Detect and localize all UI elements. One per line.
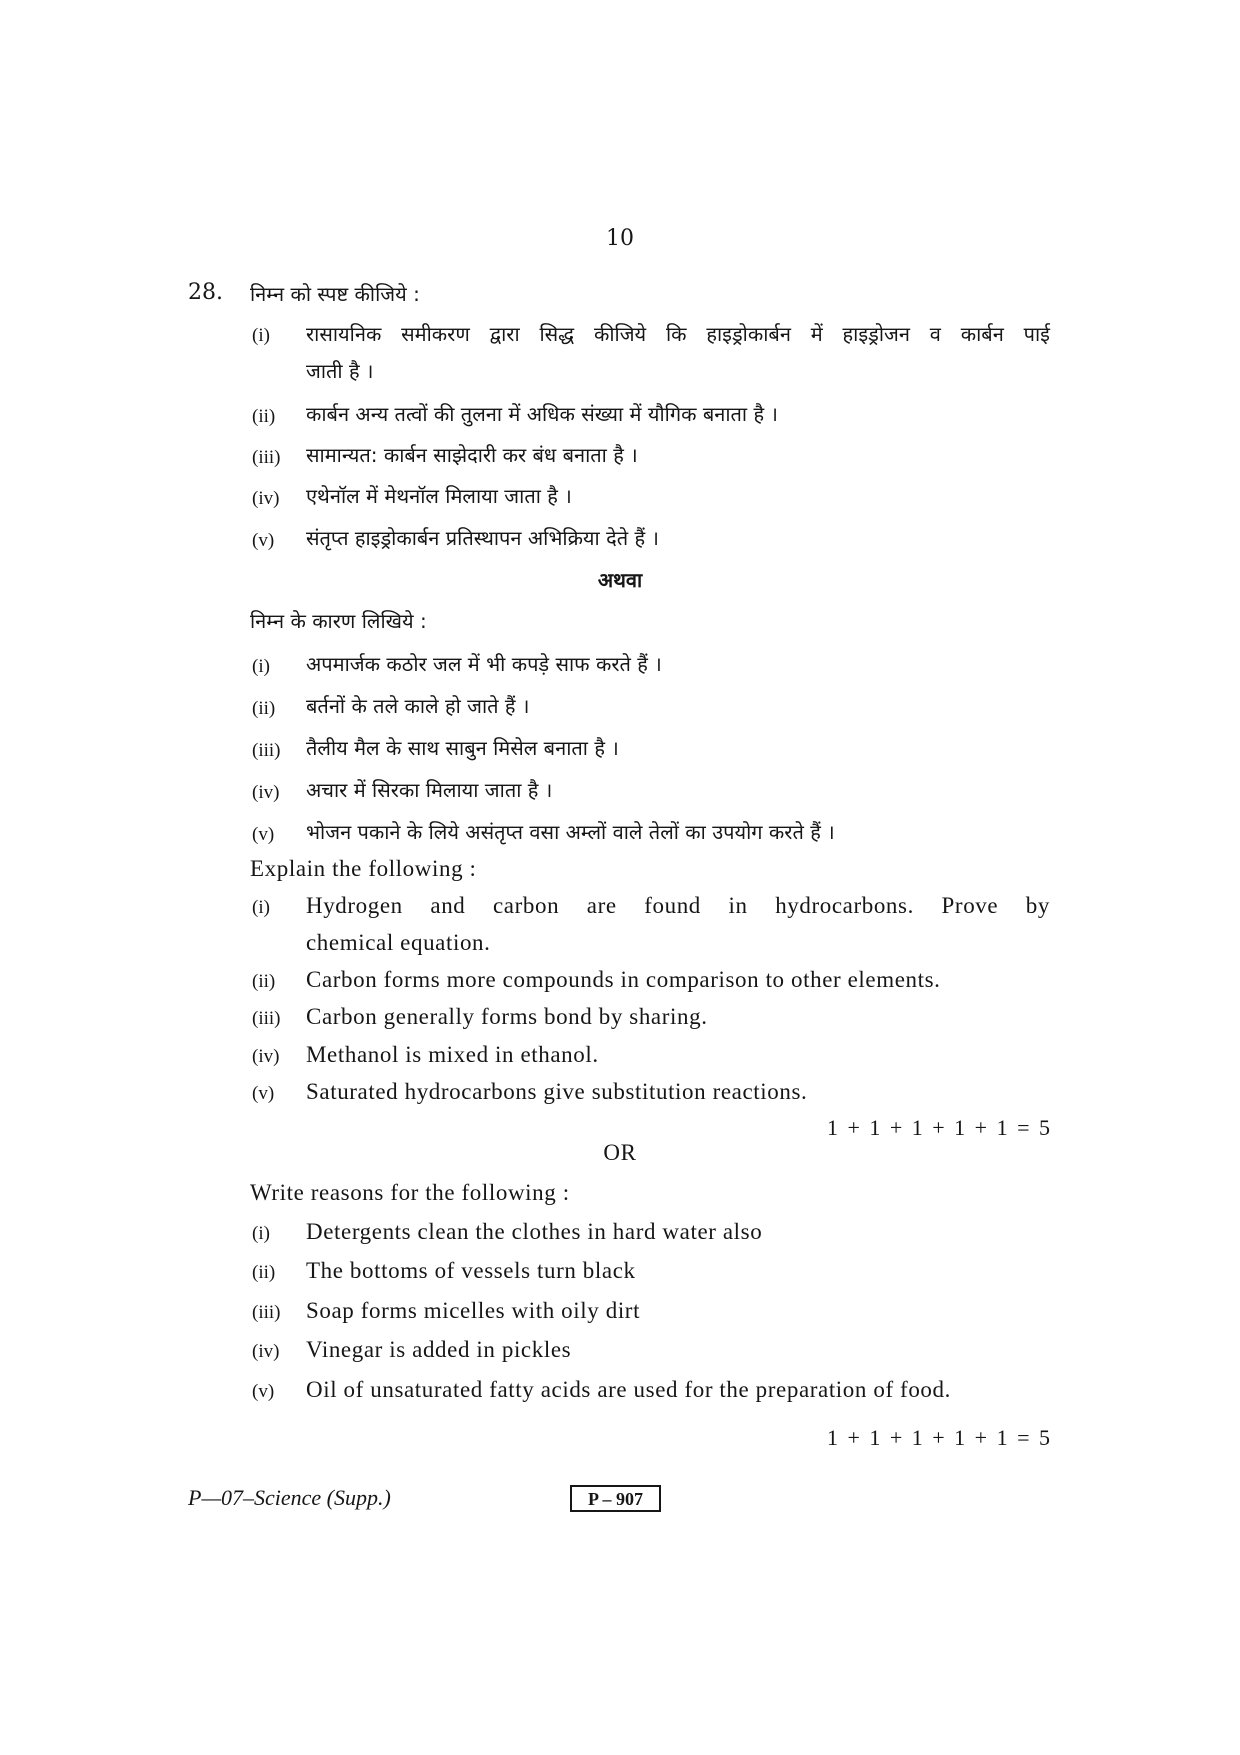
english-explain-item-1-line2: chemical equation. [306, 930, 491, 955]
english-reasons-roman-5: (v) [252, 1381, 275, 1402]
english-explain-roman-1: (i) [252, 897, 270, 918]
hindi-reasons-item-5: भोजन पकाने के लिये असंतृप्त वसा अम्लों वाले तेलों का उपयोग करते हैं । [306, 820, 835, 844]
english-explain-marks: 1 + 1 + 1 + 1 + 1 = 5 [826, 1115, 1052, 1140]
hindi-explain-item-2: कार्बन अन्य तत्वों की तुलना में अधिक संख्या में यौगिक बनाता है । [306, 402, 779, 426]
hindi-explain-roman-1: (i) [252, 325, 270, 346]
hindi-reasons-item-2: बर्तनों के तले काले हो जाते हैं । [306, 694, 530, 718]
hindi-explain-roman-5: (v) [252, 530, 275, 551]
english-reasons-item-5: Oil of unsaturated fatty acids are used for the preparation of food. [306, 1377, 951, 1402]
hindi-explain-heading: निम्न को स्पष्ट कीजिये : [250, 282, 420, 306]
english-explain-item-1-line1: Hydrogen and carbon are found in hydrocarbons. Prove by [306, 893, 1050, 918]
hindi-reasons-roman-2: (ii) [252, 698, 276, 719]
hindi-explain-roman-4: (iv) [252, 488, 280, 509]
page-number: 10 [606, 226, 634, 251]
hindi-reasons-roman-3: (iii) [252, 740, 281, 761]
hindi-explain-roman-2: (ii) [252, 406, 276, 427]
hindi-explain-item-3: सामान्यत: कार्बन साझेदारी कर बंध बनाता है । [306, 443, 638, 467]
english-reasons-item-2: The bottoms of vessels turn black [306, 1258, 636, 1283]
hindi-explain-roman-3: (iii) [252, 447, 281, 468]
hindi-explain-item-4: एथेनॉल में मेथनॉल मिलाया जाता है । [306, 484, 572, 508]
english-explain-heading: Explain the following : [250, 856, 477, 881]
english-or-label: OR [603, 1140, 637, 1165]
english-reasons-roman-3: (iii) [252, 1302, 281, 1323]
paper-code: P—07–Science (Supp.) [188, 1485, 391, 1510]
hindi-reasons-item-1: अपमार्जक कठोर जल में भी कपड़े साफ करते हैं । [306, 652, 662, 676]
english-reasons-roman-2: (ii) [252, 1262, 276, 1283]
page-code-box: P – 907 [570, 1485, 661, 1512]
english-reasons-roman-4: (iv) [252, 1341, 280, 1362]
question-number: 28. [188, 280, 223, 305]
english-explain-roman-5: (v) [252, 1083, 275, 1104]
hindi-explain-item-1-line1: रासायनिक समीकरण द्वारा सिद्ध कीजिये कि हाइड्रोकार्बन में हाइड्रोजन व कार्बन पाई [306, 322, 1050, 346]
hindi-reasons-roman-4: (iv) [252, 782, 280, 803]
hindi-reasons-item-4: अचार में सिरका मिलाया जाता है । [306, 778, 553, 802]
english-reasons-item-3: Soap forms micelles with oily dirt [306, 1298, 641, 1323]
english-explain-item-2: Carbon forms more compounds in comparison to other elements. [306, 967, 941, 992]
english-reasons-item-1: Detergents clean the clothes in hard water also [306, 1219, 763, 1244]
english-explain-item-3: Carbon generally forms bond by sharing. [306, 1004, 708, 1029]
english-explain-roman-4: (iv) [252, 1046, 280, 1067]
english-reasons-heading: Write reasons for the following : [250, 1180, 570, 1205]
english-reasons-roman-1: (i) [252, 1223, 270, 1244]
hindi-or-label: अथवा [597, 568, 643, 592]
hindi-explain-item-5: संतृप्त हाइड्रोकार्बन प्रतिस्थापन अभिक्रिया देते हैं । [306, 526, 660, 550]
english-explain-roman-3: (iii) [252, 1008, 281, 1029]
hindi-reasons-roman-1: (i) [252, 656, 270, 677]
english-explain-item-5: Saturated hydrocarbons give substitution reactions. [306, 1079, 808, 1104]
english-reasons-marks: 1 + 1 + 1 + 1 + 1 = 5 [826, 1425, 1052, 1450]
hindi-explain-item-1-line2: जाती है । [306, 359, 374, 383]
hindi-reasons-roman-5: (v) [252, 824, 275, 845]
english-reasons-item-4: Vinegar is added in pickles [306, 1337, 572, 1362]
english-explain-roman-2: (ii) [252, 971, 276, 992]
english-explain-item-4: Methanol is mixed in ethanol. [306, 1042, 599, 1067]
hindi-reasons-heading: निम्न के कारण लिखिये : [250, 609, 427, 633]
hindi-reasons-item-3: तैलीय मैल के साथ साबुन मिसेल बनाता है । [306, 736, 619, 760]
